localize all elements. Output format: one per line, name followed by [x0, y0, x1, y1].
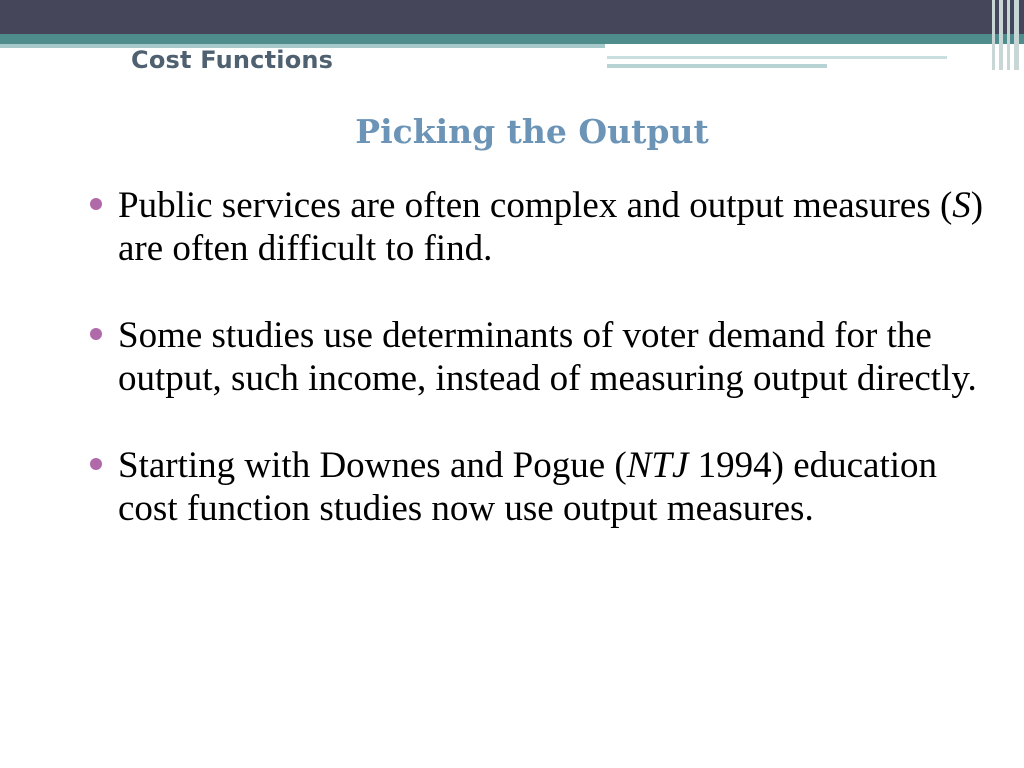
bullet-list: [88, 184, 988, 574]
bullet-item: [88, 444, 988, 530]
bullet-text-part: Starting with Downes and Pogue (: [118, 445, 627, 486]
bullet-icon: [90, 458, 102, 470]
bullet-icon: [90, 198, 102, 210]
slide-title: Picking the Output: [355, 112, 709, 151]
bullet-text-part: Public services are often complex and output measures (: [118, 185, 953, 226]
decorative-stripes: [990, 0, 1024, 70]
header-title: Cost Functions: [131, 46, 334, 74]
bullet-item: [88, 314, 988, 400]
decorative-line: [607, 64, 827, 68]
bullet-text-italic: S: [952, 185, 971, 226]
decorative-line: [607, 56, 947, 59]
bullet-icon: [90, 328, 102, 340]
bullet-text: Some studies use determinants of voter demand for the output, such income, instead of measuring output directly.: [118, 315, 977, 399]
top-banner-dark: [0, 0, 1024, 34]
bullet-text-italic: NTJ: [626, 445, 689, 486]
bullet-item: [88, 184, 988, 270]
bullet-text-part: ) are often difficult to find.: [118, 185, 984, 269]
top-banner-teal: [0, 34, 1024, 44]
bullet-text-part: 1994) education cost function studies now use output measures.: [118, 445, 938, 529]
